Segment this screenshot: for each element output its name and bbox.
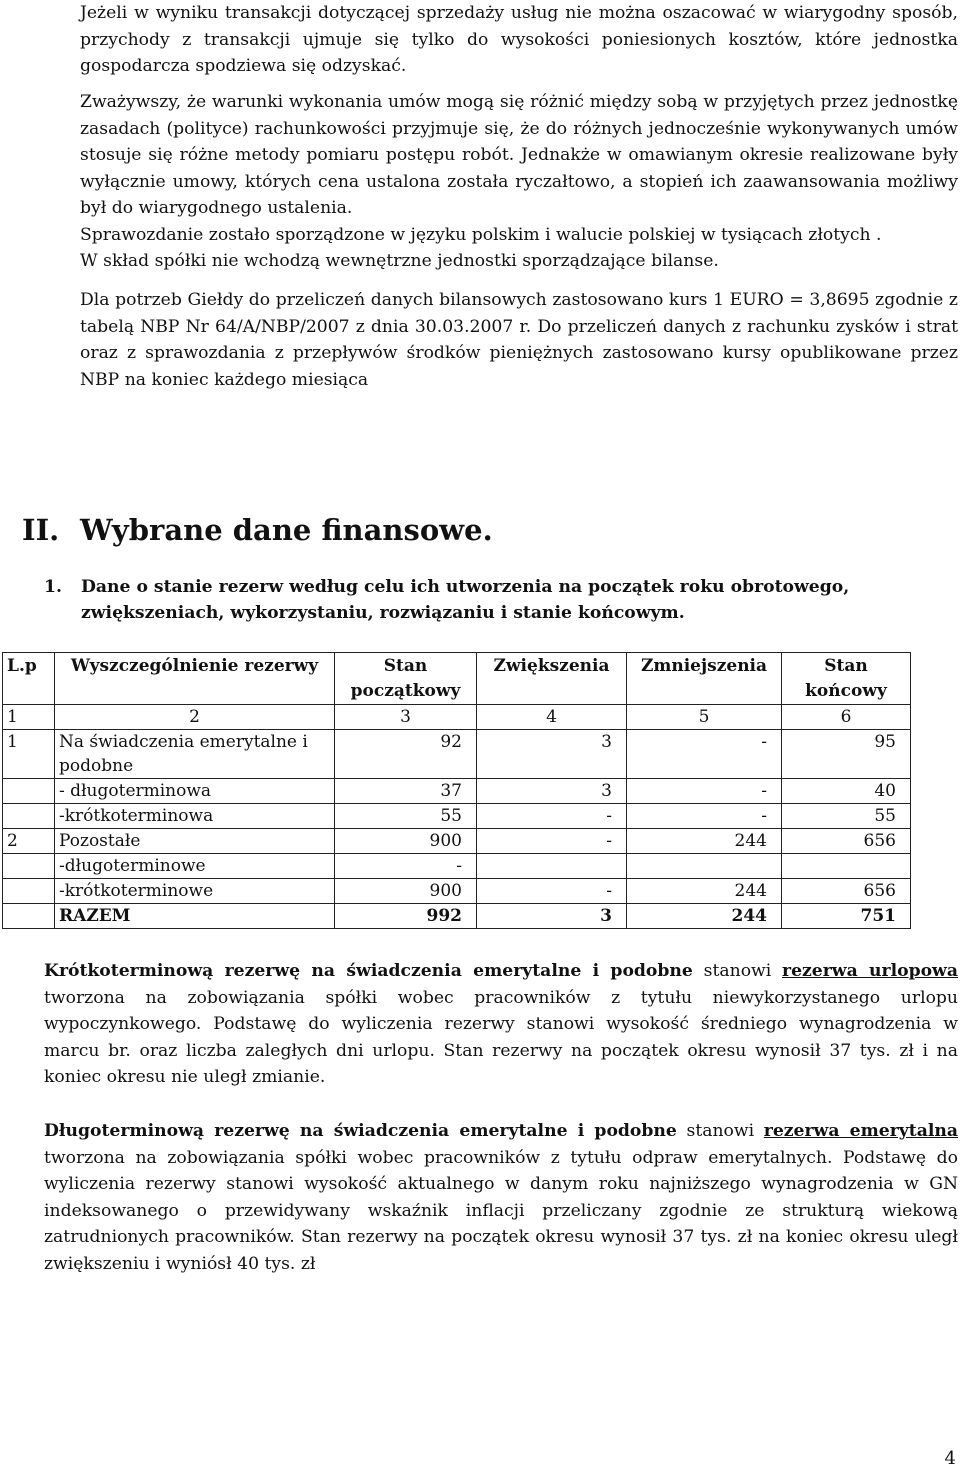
reserves-table [2,652,911,929]
header-increases: Zwiększenia [477,653,627,705]
long-term-body: tworzona na zobowiązania spółki wobec pracowników z tytułu odpraw emerytalnych. Podstawę do wyliczenia rezerwy stanowi wysokość aktualnego w danym roku najniższego wynagrodzenia w GN indeksowanego o przewidywany wskaźnik inflacji przeliczany zgodnie ze strukturą wiekową zatrudnionych pracowników. Stan rezerwy na początek okresu wynosił 37 tys. zł na koniec okresu uległ zwiększeniu i wyniósł 40 tys. zł [44,1147,958,1274]
header-closing: Stan końcowy [782,653,911,705]
table-cell: 3 [477,730,627,779]
table-cell [3,879,55,904]
paragraph-service-revenue: Jeżeli w wyniku transakcji dotyczącej sprzedaży usług nie można oszacować w wiarygodny sposób, przychody z transakcji ujmuje się tylko do wysokości poniesionych kosztów, które jednostka gospodarcza spodziewa się odzyskać. [80,3,958,77]
table-cell: -krótkoterminowe [55,879,335,904]
table-cell: 900 [335,879,477,904]
table-cell [782,854,911,879]
table-cell: 3 [335,705,477,730]
paragraph-short-term-reserve [44,958,958,1091]
table-cell: 900 [335,829,477,854]
table-cell: 5 [627,705,782,730]
table-cell: 3 [477,779,627,804]
table-cell: Pozostałe [55,829,335,854]
table-cell: - [335,854,477,879]
table-cell: -krótkoterminowa [55,804,335,829]
paragraph-internal-units: W skład spółki nie wchodzą wewnętrzne jednostki sporządzające bilanse. [80,251,719,271]
table-cell: 37 [335,779,477,804]
header-decreases: Zmniejszenia [627,653,782,705]
table-cell [627,854,782,879]
table-cell: 40 [782,779,911,804]
table-cell: 244 [627,829,782,854]
table-cell: 1 [3,730,55,779]
table-cell: - [477,879,627,904]
table-cell: -długoterminowe [55,854,335,879]
short-term-body: tworzona na zobowiązania spółki wobec pracowników z tytułu niewykorzystanego urlopu wypoczynkowego. Podstawę do wyliczenia rezerwy stanowi wysokość średniego wynagrodzenia w marcu br. oraz liczba zaległych dni urlopu. Stan rezerwy na początek okresu wynosił 37 tys. zł i na koniec okresu nie uległ zmianie. [44,987,958,1088]
paragraph-currency: Sprawozdanie zostało sporządzone w języku polskim i walucie polskiej w tysiącach złotych . [80,225,882,245]
header-description: Wyszczególnienie rezerwy [55,653,335,705]
table-row [3,804,911,829]
section-heading [22,510,493,550]
table-cell: - [477,829,627,854]
table-total-row [3,904,911,929]
subsection-heading [44,574,944,626]
table-cell: - [627,779,782,804]
section-number: II. [22,513,60,547]
header-opening: Stan początkowy [335,653,477,705]
table-cell: 244 [627,879,782,904]
table-cell: 751 [782,904,911,929]
table-cell [3,779,55,804]
table-cell: 656 [782,879,911,904]
table-cell: - [627,730,782,779]
table-cell: 92 [335,730,477,779]
table-row [3,879,911,904]
table-cell: 55 [335,804,477,829]
table-cell: - [477,804,627,829]
long-term-connector: stanowi [676,1121,764,1141]
short-term-lead: Krótkoterminową rezerwę na świadczenia emerytalne i podobne [44,961,693,981]
table-cell: RAZEM [55,904,335,929]
long-term-type: rezerwa emerytalna [763,1121,958,1141]
table-cell: - długoterminowa [55,779,335,804]
paragraph-long-term-reserve [44,1118,958,1278]
long-term-lead: Długoterminową rezerwę na świadczenia emerytalne i podobne [44,1121,677,1141]
table-row [3,829,911,854]
header-lp: L.p [3,653,55,705]
subsection-number: 1. [44,577,62,597]
table-cell: 656 [782,829,911,854]
table-cell: - [627,804,782,829]
short-term-type: rezerwa urlopowa [782,961,958,981]
table-cell: 6 [782,705,911,730]
table-cell [3,804,55,829]
section-title: Wybrane dane finansowe. [80,513,493,547]
table-cell: Na świadczenia emerytalne i podobne [55,730,335,779]
table-cell: 992 [335,904,477,929]
table-cell: 4 [477,705,627,730]
table-row [3,779,911,804]
table-cell: 3 [477,904,627,929]
table-cell [477,854,627,879]
table-cell [3,854,55,879]
table-cell: 1 [3,705,55,730]
table-cell [3,904,55,929]
table-cell: 2 [3,829,55,854]
table-cell: 95 [782,730,911,779]
subsection-title: Dane o stanie rezerw według celu ich utworzenia na początek roku obrotowego, zwiększeniach, wykorzystaniu, rozwiązaniu i stanie końcowym. [81,577,850,623]
paragraph-contract-methods: Zważywszy, że warunki wykonania umów mogą się różnić między sobą w przyjętych przez jednostkę zasadach (polityce) rachunkowości przyjmuje się, że do różnych jednocześnie wykonywanych umów stosuje się różne metody pomiaru postępu robót. Jednakże w omawianym okresie realizowane były wyłącznie umowy, których cena ustalona została ryczałtowo, a stopień ich zaawansowania możliwy był do wiarygodnego ustalenia. [80,92,958,219]
table-cell: 55 [782,804,911,829]
paragraph-exchange-rate: Dla potrzeb Giełdy do przeliczeń danych bilansowych zastosowano kurs 1 EURO = 3,8695 zgodnie z tabelą NBP Nr 64/A/NBP/2007 z dnia 30.03.2007 r. Do przeliczeń danych z rachunku zysków i strat oraz z sprawozdania z przepływów środków pieniężnych zastosowano kursy opublikowane przez NBP na koniec każdego miesiąca [80,290,958,390]
page-number: 4 [944,1448,956,1469]
table-row [3,730,911,779]
table-header-row [3,653,911,705]
table-cell: 244 [627,904,782,929]
table-cell: 2 [55,705,335,730]
short-term-connector: stanowi [692,961,783,981]
table-row [3,854,911,879]
table-numbering-row [3,705,911,730]
